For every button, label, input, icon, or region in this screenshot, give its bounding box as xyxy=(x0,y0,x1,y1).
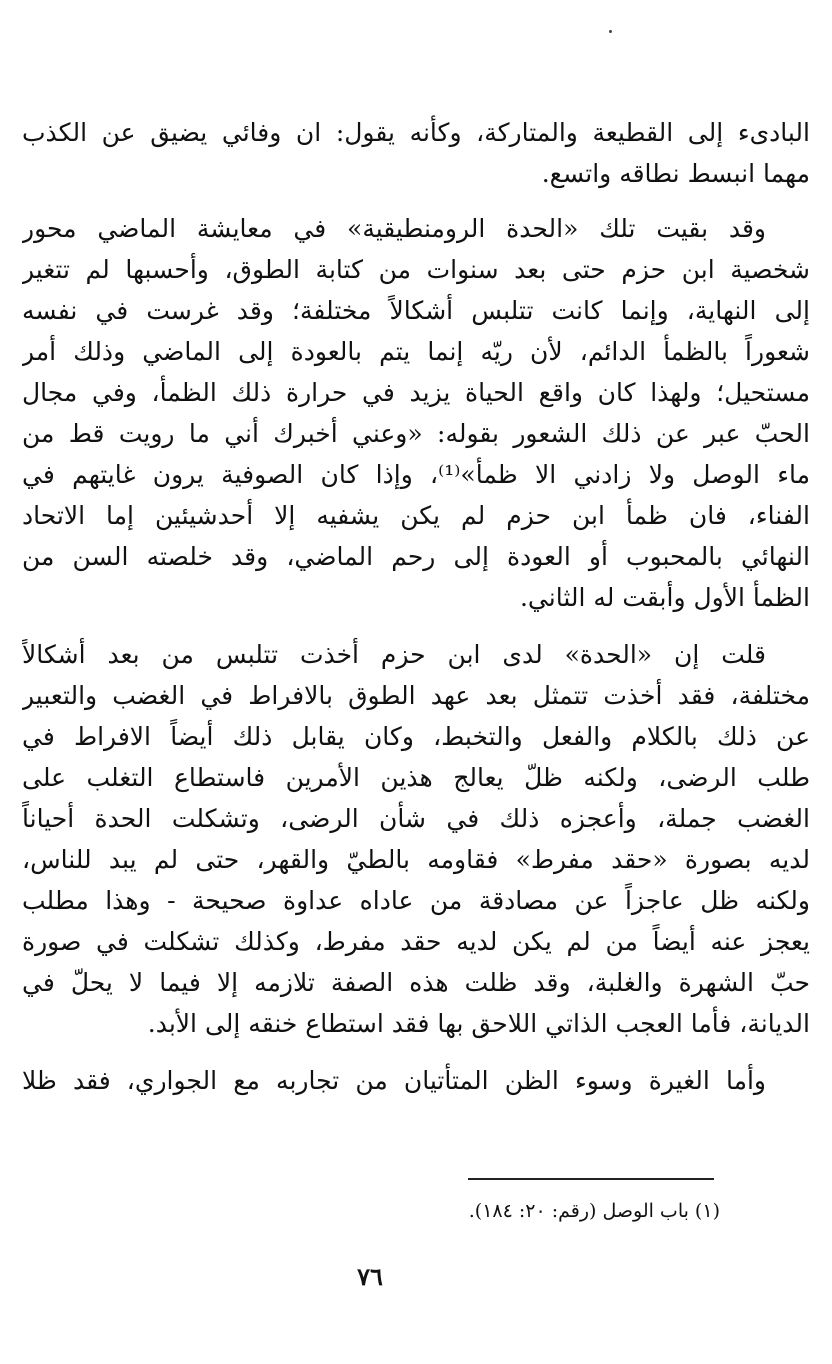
text-line: الغضب جملة، وأعجزه ذلك في شأن الرضى، وتشكلت الحدة أحياناً xyxy=(22,804,810,833)
paragraph-4 xyxy=(22,1060,810,1101)
scan-speck xyxy=(609,30,612,33)
text-line: يعجز عنه أيضاً من لم يكن لديه حقد مفرط، وكذلك تشكلت في صورة xyxy=(22,927,810,956)
text-line: النهائي بالمحبوب أو العودة إلى رحم الماضي، وقد خلصته السن من xyxy=(22,542,810,571)
footnote: (١) باب الوصل (رقم: ٢٠: ١٨٤). xyxy=(468,1200,720,1222)
paragraph-2 xyxy=(22,208,810,618)
text-line: شعوراً بالظمأ الدائم، لأن ريّه إنما يتم بالعودة إلى الماضي وذلك أمر xyxy=(22,337,810,366)
text-line: مهما انبسط نطاقه واتسع. xyxy=(541,159,810,188)
text-line: مستحيل؛ ولهذا كان واقع الحياة يزيد في حرارة ذلك الظمأ، وفي مجال xyxy=(22,378,810,407)
text-line: لديه بصورة «حقد مفرط» فقاومه بالطيّ والقهر، حتى لم يبد للناس، xyxy=(22,845,810,874)
text-line: الديانة، فأما العجب الذاتي اللاحق بها فقد استطاع خنقه إلى الأبد. xyxy=(147,1009,810,1038)
text-line: الفناء، فان ظمأ ابن حزم لم يكن يشفيه إلا أحدشيئين إما الاتحاد xyxy=(22,501,810,530)
text-line: شخصية ابن حزم حتى بعد سنوات من كتابة الطوق، وأحسبها لم تتغير xyxy=(22,255,810,284)
text-line: ماء الوصل ولا زادني الا ظمأ»⁽¹⁾، وإذا كان الصوفية يرون غايتهم في xyxy=(22,460,810,489)
text-line: الحبّ عبر عن ذلك الشعور بقوله: «وعني أخبرك أني ما رويت قط من xyxy=(22,419,810,448)
paragraph-1 xyxy=(22,112,810,194)
text-line: وأما الغيرة وسوء الظن المتأتيان من تجاربه مع الجواري، فقد ظلا xyxy=(22,1066,766,1095)
text-line: وقد بقيت تلك «الحدة الرومنطيقية» في معايشة الماضي محور xyxy=(22,214,766,243)
page-number: ٧٦ xyxy=(357,1262,383,1291)
text-line: عن ذلك بالكلام والفعل والتخبط، وكان يقابل ذلك أيضاً الافراط في xyxy=(22,722,810,751)
text-line: الظمأ الأول وأبقت له الثاني. xyxy=(519,583,810,612)
body-text xyxy=(22,112,810,1101)
text-line: مختلفة، فقد أخذت تتمثل بعد عهد الطوق بالافراط في الغضب والتعبير xyxy=(22,681,810,710)
paragraph-3 xyxy=(22,634,810,1044)
footnote-divider xyxy=(468,1178,714,1180)
text-line: قلت إن «الحدة» لدى ابن حزم أخذت تتلبس من بعد أشكالاً xyxy=(22,640,766,669)
text-line: حبّ الشهرة والغلبة، وقد ظلت هذه الصفة تلازمه إلا فيما لا يحلّ في xyxy=(22,968,810,997)
text-line: طلب الرضى، ولكنه ظلّ يعالج هذين الأمرين فاستطاع التغلب على xyxy=(22,763,810,792)
text-line: البادىء إلى القطيعة والمتاركة، وكأنه يقول: ان وفائي يضيق عن الكذب xyxy=(22,118,810,147)
text-line: إلى النهاية، وإنما كانت تتلبس أشكالاً مختلفة؛ وقد غرست في نفسه xyxy=(22,296,810,325)
text-line: ولكنه ظل عاجزاً عن مصادقة من عاداه عداوة صحيحة - وهذا مطلب xyxy=(22,886,810,915)
